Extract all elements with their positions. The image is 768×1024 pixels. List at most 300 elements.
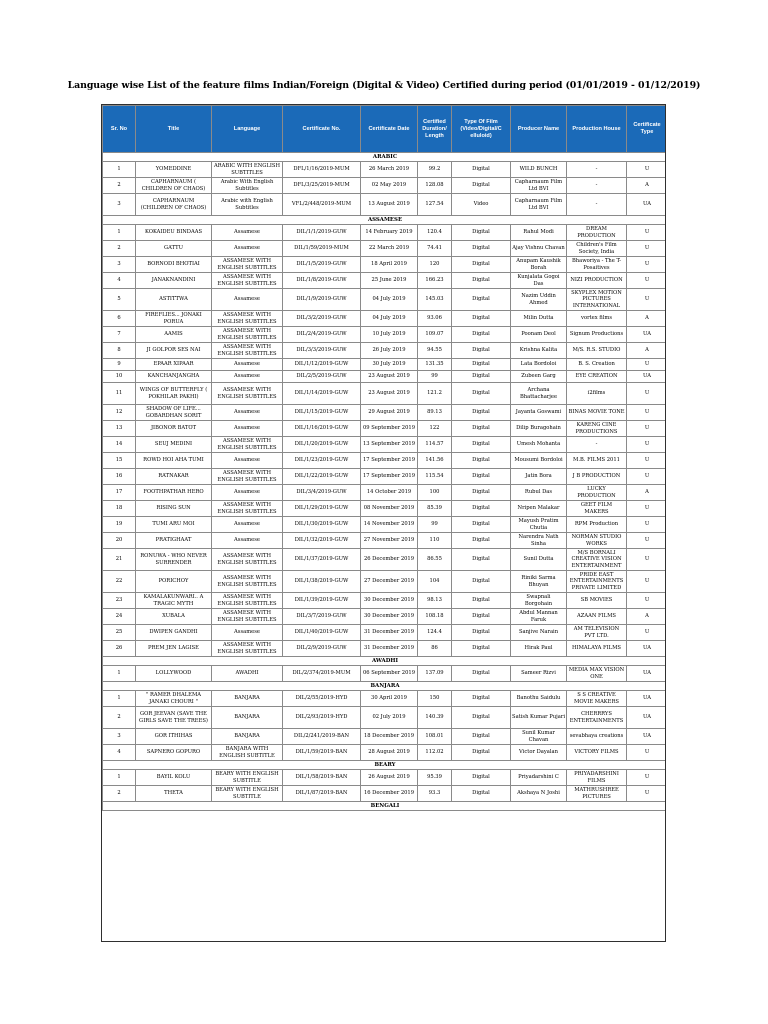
cell-title: RISING SUN <box>136 501 212 517</box>
table-row <box>103 786 667 802</box>
cell-certificate-type: U <box>627 501 667 517</box>
cell-certificate-no: DIL/1/22/2019-GUW <box>283 469 361 485</box>
cell-film-type: Digital <box>452 517 511 533</box>
cell-certificate-type: UA <box>627 371 667 383</box>
cell-sr-no: 14 <box>103 437 136 453</box>
cell-certificate-no: DIL/2/4/2019-GUW <box>283 327 361 343</box>
cell-certificate-date: 06 September 2019 <box>361 666 418 682</box>
cell-certificate-date: 22 March 2019 <box>361 241 418 257</box>
cell-certificate-no: DIL/1/29/2019-GUW <box>283 501 361 517</box>
cell-language: ASSAMESE WITH ENGLISH SUBTITLES <box>212 641 283 657</box>
cell-sr-no: 24 <box>103 609 136 625</box>
cell-producer: Rubul Das <box>511 485 567 501</box>
cell-title: XUBALA <box>136 609 212 625</box>
cell-sr-no: 1 <box>103 225 136 241</box>
cell-film-type: Digital <box>452 359 511 371</box>
cell-duration: 94.55 <box>418 343 452 359</box>
cell-language: Assamese <box>212 421 283 437</box>
section-label: BEARY <box>103 761 667 770</box>
cell-film-type: Digital <box>452 273 511 289</box>
cell-certificate-date: 26 August 2019 <box>361 770 418 786</box>
cell-duration: 85.39 <box>418 501 452 517</box>
cell-certificate-date: 31 December 2019 <box>361 625 418 641</box>
cell-language: Assamese <box>212 485 283 501</box>
table-row <box>103 691 667 707</box>
cell-producer: Priyadarshini C <box>511 770 567 786</box>
cell-certificate-no: DIL/1/87/2019-BAN <box>283 786 361 802</box>
cell-producer: Capharnaum Film Ltd BVI <box>511 178 567 194</box>
cell-title: FOOTHPATHAR HERO <box>136 485 212 501</box>
cell-film-type: Digital <box>452 533 511 549</box>
cell-producer: Sanjive Narain <box>511 625 567 641</box>
cell-certificate-type: UA <box>627 729 667 745</box>
cell-sr-no: 11 <box>103 383 136 405</box>
cell-certificate-date: 31 December 2019 <box>361 641 418 657</box>
cell-production-house: NORMAN STUDIO WORKS <box>567 533 627 549</box>
cell-certificate-no: DIL/1/15/2019-GUW <box>283 405 361 421</box>
cell-certificate-type: U <box>627 383 667 405</box>
cell-certificate-date: 08 November 2019 <box>361 501 418 517</box>
cell-certificate-no: DIL/1/5/2019-GUW <box>283 257 361 273</box>
cell-production-house: - <box>567 162 627 178</box>
cell-producer: Capharnaum Film Ltd BVI <box>511 194 567 216</box>
cell-duration: 166.23 <box>418 273 452 289</box>
col-producer: Producer Name <box>511 106 567 153</box>
cell-title: YOMEDDINE <box>136 162 212 178</box>
cell-title: TUMI ARU MOI <box>136 517 212 533</box>
cell-film-type: Digital <box>452 225 511 241</box>
cell-production-house: AM TELEVISION PVT LTD. <box>567 625 627 641</box>
cell-certificate-type: U <box>627 289 667 311</box>
cell-producer: Ajay Vishnu Chavan <box>511 241 567 257</box>
cell-certificate-no: DIL/1/38/2019-GUW <box>283 571 361 593</box>
table-row <box>103 343 667 359</box>
cell-producer: Lata Bordoloi <box>511 359 567 371</box>
cell-language: Assamese <box>212 359 283 371</box>
certification-table <box>102 105 666 811</box>
table-row <box>103 571 667 593</box>
cell-certificate-date: 23 August 2019 <box>361 371 418 383</box>
cell-title: ROWD HOI AHA TUMI <box>136 453 212 469</box>
cell-sr-no: 13 <box>103 421 136 437</box>
cell-certificate-type: U <box>627 533 667 549</box>
cell-producer: Nripen Malakar <box>511 501 567 517</box>
cell-language: ASSAMESE WITH ENGLISH SUBTITLES <box>212 593 283 609</box>
cell-certificate-date: 14 February 2019 <box>361 225 418 241</box>
cell-language: BEARY WITH ENGLISH SUBTITLE <box>212 770 283 786</box>
col-certificate-type: Certificate Type <box>627 106 667 153</box>
cell-language: ASSAMESE WITH ENGLISH SUBTITLES <box>212 469 283 485</box>
cell-producer: Abdul Mannan Faruk <box>511 609 567 625</box>
cell-sr-no: 20 <box>103 533 136 549</box>
cell-film-type: Digital <box>452 745 511 761</box>
cell-language: ARABIC WITH ENGLISH SUBTITLES <box>212 162 283 178</box>
cell-certificate-date: 13 September 2019 <box>361 437 418 453</box>
cell-film-type: Digital <box>452 707 511 729</box>
cell-certificate-no: VFL/2/448/2019-MUM <box>283 194 361 216</box>
cell-producer: Mayush Pratim Chutia <box>511 517 567 533</box>
cell-film-type: Digital <box>452 405 511 421</box>
table-row <box>103 609 667 625</box>
cell-duration: 86 <box>418 641 452 657</box>
cell-certificate-date: 17 September 2019 <box>361 469 418 485</box>
cell-duration: 93.06 <box>418 311 452 327</box>
cell-sr-no: 4 <box>103 745 136 761</box>
cell-duration: 95.39 <box>418 770 452 786</box>
cell-certificate-type: U <box>627 162 667 178</box>
cell-producer: Krishna Kalita <box>511 343 567 359</box>
cell-producer: Jatin Bora <box>511 469 567 485</box>
table-row <box>103 289 667 311</box>
table-row <box>103 383 667 405</box>
cell-certificate-no: DIL/3/7/2019-GUW <box>283 609 361 625</box>
cell-film-type: Digital <box>452 501 511 517</box>
cell-language: ASSAMESE WITH ENGLISH SUBTITLES <box>212 549 283 571</box>
cell-production-house: VICTORY FILMS <box>567 745 627 761</box>
cell-production-house: sevabhaya creations <box>567 729 627 745</box>
cell-film-type: Digital <box>452 453 511 469</box>
cell-certificate-type: U <box>627 517 667 533</box>
cell-language: BANJARA <box>212 707 283 729</box>
table-row <box>103 437 667 453</box>
cell-language: Assamese <box>212 289 283 311</box>
table-row <box>103 641 667 657</box>
cell-film-type: Digital <box>452 162 511 178</box>
cell-duration: 108.01 <box>418 729 452 745</box>
cell-certificate-date: 25 June 2019 <box>361 273 418 289</box>
cell-title: KOKAIDEU BINDAAS <box>136 225 212 241</box>
cell-production-house: vortex films <box>567 311 627 327</box>
section-header-row <box>103 682 667 691</box>
table-row <box>103 273 667 289</box>
cell-film-type: Digital <box>452 383 511 405</box>
cell-producer: Poonam Deol <box>511 327 567 343</box>
cell-language: Assamese <box>212 241 283 257</box>
cell-production-house: S S CREATIVE MOVIE MAKERS <box>567 691 627 707</box>
cell-production-house: BINAS MOVIE TONE <box>567 405 627 421</box>
cell-duration: 120 <box>418 257 452 273</box>
cell-language: Arabic With English Subtitles <box>212 178 283 194</box>
cell-certificate-no: DIL/1/37/2019-GUW <box>283 549 361 571</box>
cell-producer: Akshaya N Joshi <box>511 786 567 802</box>
cell-certificate-type: UA <box>627 666 667 682</box>
cell-certificate-no: DIL/1/58/2019-BAN <box>283 770 361 786</box>
cell-production-house: GEET FILM MAKERS <box>567 501 627 517</box>
cell-certificate-date: 26 March 2019 <box>361 162 418 178</box>
cell-certificate-type: A <box>627 311 667 327</box>
cell-language: ASSAMESE WITH ENGLISH SUBTITLES <box>212 383 283 405</box>
cell-duration: 120.4 <box>418 225 452 241</box>
cell-title: BORNODI BHOTIAI <box>136 257 212 273</box>
col-duration: Certified Duration/ Length <box>418 106 452 153</box>
table-row <box>103 194 667 216</box>
cell-producer: Victor Dayalan <box>511 745 567 761</box>
table-row <box>103 485 667 501</box>
cell-certificate-no: DIL/1/32/2019-GUW <box>283 533 361 549</box>
section-label: BENGALI <box>103 802 667 811</box>
cell-sr-no: 7 <box>103 327 136 343</box>
cell-duration: 150 <box>418 691 452 707</box>
cell-duration: 112.02 <box>418 745 452 761</box>
cell-certificate-no: DIL/3/3/2019-GUW <box>283 343 361 359</box>
cell-film-type: Digital <box>452 691 511 707</box>
cell-duration: 99.2 <box>418 162 452 178</box>
cell-film-type: Digital <box>452 609 511 625</box>
cell-certificate-no: DIL/1/30/2019-GUW <box>283 517 361 533</box>
cell-film-type: Digital <box>452 311 511 327</box>
cell-film-type: Digital <box>452 343 511 359</box>
cell-certificate-no: DIL/1/59/2019-BAN <box>283 745 361 761</box>
cell-title: GOR ITHIHAS <box>136 729 212 745</box>
cell-certificate-no: DIL/1/8/2019-GUW <box>283 273 361 289</box>
cell-sr-no: 10 <box>103 371 136 383</box>
cell-title: " RAMER DHALEMA JANAKI CHOURI " <box>136 691 212 707</box>
cell-production-house: - <box>567 194 627 216</box>
cell-language: Assamese <box>212 225 283 241</box>
cell-film-type: Digital <box>452 641 511 657</box>
cell-sr-no: 3 <box>103 729 136 745</box>
cell-duration: 127.54 <box>418 194 452 216</box>
cell-title: GOR JEEVAN (SAVE THE GIRLS SAVE THE TREES) <box>136 707 212 729</box>
section-label: ARABIC <box>103 153 667 162</box>
cell-producer: Narendra Nath Sinha <box>511 533 567 549</box>
cell-certificate-date: 27 November 2019 <box>361 533 418 549</box>
cell-language: ASSAMESE WITH ENGLISH SUBTITLES <box>212 257 283 273</box>
cell-sr-no: 12 <box>103 405 136 421</box>
cell-duration: 145.03 <box>418 289 452 311</box>
cell-film-type: Digital <box>452 241 511 257</box>
cell-title: KANCHANJANGHA <box>136 371 212 383</box>
cell-duration: 109.07 <box>418 327 452 343</box>
cell-film-type: Video <box>452 194 511 216</box>
table-row <box>103 469 667 485</box>
section-label: AWADHI <box>103 657 667 666</box>
cell-film-type: Digital <box>452 289 511 311</box>
cell-sr-no: 1 <box>103 770 136 786</box>
cell-language: Assamese <box>212 517 283 533</box>
cell-certificate-type: U <box>627 770 667 786</box>
cell-certificate-no: DIL/3/2/2019-GUW <box>283 311 361 327</box>
cell-production-house: DREAM PRODUCTION <box>567 225 627 241</box>
cell-production-house: Signum Productions <box>567 327 627 343</box>
table-header <box>103 106 667 153</box>
cell-certificate-type: U <box>627 421 667 437</box>
cell-duration: 131.35 <box>418 359 452 371</box>
cell-language: BANJARA <box>212 729 283 745</box>
cell-film-type: Digital <box>452 729 511 745</box>
cell-production-house: AZAAN FILMS <box>567 609 627 625</box>
cell-sr-no: 3 <box>103 257 136 273</box>
cell-certificate-date: 27 December 2019 <box>361 571 418 593</box>
cell-certificate-type: UA <box>627 707 667 729</box>
cell-language: ASSAMESE WITH ENGLISH SUBTITLES <box>212 501 283 517</box>
cell-title: LOLLYWOOD <box>136 666 212 682</box>
cell-certificate-date: 29 August 2019 <box>361 405 418 421</box>
cell-language: ASSAMESE WITH ENGLISH SUBTITLES <box>212 311 283 327</box>
cell-title: PRATIGHAAT <box>136 533 212 549</box>
cell-sr-no: 2 <box>103 241 136 257</box>
cell-production-house: - <box>567 437 627 453</box>
cell-producer: Swapnali Borgohain <box>511 593 567 609</box>
cell-title: EPAAR XIPAAR <box>136 359 212 371</box>
cell-producer: WILD BUNCH <box>511 162 567 178</box>
cell-producer: Zubeen Garg <box>511 371 567 383</box>
cell-film-type: Digital <box>452 593 511 609</box>
cell-sr-no: 25 <box>103 625 136 641</box>
cell-production-house: PRIYADARSHINI FILMS <box>567 770 627 786</box>
cell-title: SAPNERO GOPURO <box>136 745 212 761</box>
cell-certificate-type: U <box>627 241 667 257</box>
header-row <box>103 106 667 153</box>
cell-certificate-type: A <box>627 485 667 501</box>
cell-producer: Jayanta Goswami <box>511 405 567 421</box>
table-row <box>103 770 667 786</box>
cell-producer: Archana Bhattacharjee <box>511 383 567 405</box>
cell-duration: 114.57 <box>418 437 452 453</box>
section-header-row <box>103 802 667 811</box>
cell-duration: 137.09 <box>418 666 452 682</box>
cell-sr-no: 4 <box>103 273 136 289</box>
cell-language: Assamese <box>212 405 283 421</box>
cell-production-house: MATHRUSHREE PICTURES <box>567 786 627 802</box>
cell-certificate-type: U <box>627 437 667 453</box>
cell-certificate-date: 10 July 2019 <box>361 327 418 343</box>
col-certificate-no: Certificate No. <box>283 106 361 153</box>
cell-producer: Riniki Sarma Bhuyan <box>511 571 567 593</box>
cell-production-house: J B PRODUCTION <box>567 469 627 485</box>
cell-duration: 99 <box>418 371 452 383</box>
cell-duration: 86.55 <box>418 549 452 571</box>
cell-producer: Rahul Modi <box>511 225 567 241</box>
cell-film-type: Digital <box>452 770 511 786</box>
cell-production-house: M.B. FILMS 2011 <box>567 453 627 469</box>
cell-certificate-type: U <box>627 405 667 421</box>
cell-sr-no: 21 <box>103 549 136 571</box>
cell-film-type: Digital <box>452 485 511 501</box>
table-row <box>103 501 667 517</box>
cell-film-type: Digital <box>452 437 511 453</box>
cell-certificate-no: DIL/2/9/2019-GUW <box>283 641 361 657</box>
cell-producer: Anupam Kaushik Borah <box>511 257 567 273</box>
table-row <box>103 359 667 371</box>
cell-language: Assamese <box>212 625 283 641</box>
cell-certificate-type: A <box>627 609 667 625</box>
cell-production-house: B. S. Creation <box>567 359 627 371</box>
cell-certificate-no: DIL/2/93/2019-HYD <box>283 707 361 729</box>
cell-sr-no: 3 <box>103 194 136 216</box>
cell-certificate-no: DIL/2/5/2019-GUW <box>283 371 361 383</box>
cell-title: RATNAKAR <box>136 469 212 485</box>
cell-producer: Sameer Rizvi <box>511 666 567 682</box>
cell-title: SEUJ MEDINI <box>136 437 212 453</box>
cell-title: CAPHARNAUM (CHILDREN OF CHAOS) <box>136 194 212 216</box>
cell-film-type: Digital <box>452 257 511 273</box>
cell-film-type: Digital <box>452 571 511 593</box>
cell-production-house: SKYPLEX MOTION PICTURES INTERNATIONAL <box>567 289 627 311</box>
cell-production-house: M/S. R.S. STUDIO <box>567 343 627 359</box>
cell-production-house: i2films <box>567 383 627 405</box>
cell-language: Arabic with English Subtitles <box>212 194 283 216</box>
section-label: BANJARA <box>103 682 667 691</box>
cell-duration: 110 <box>418 533 452 549</box>
cell-duration: 140.39 <box>418 707 452 729</box>
cell-title: SHADOW OF LIFE... GOBARDHAN SORIT <box>136 405 212 421</box>
cell-certificate-no: DIL/2/241/2019-BAN <box>283 729 361 745</box>
cell-certificate-type: U <box>627 745 667 761</box>
cell-duration: 115.54 <box>418 469 452 485</box>
cell-certificate-no: DIL/1/40/2019-GUW <box>283 625 361 641</box>
table-row <box>103 549 667 571</box>
cell-sr-no: 26 <box>103 641 136 657</box>
cell-certificate-no: DIL/1/9/2019-GUW <box>283 289 361 311</box>
cell-certificate-type: U <box>627 359 667 371</box>
cell-title: THETA <box>136 786 212 802</box>
cell-film-type: Digital <box>452 549 511 571</box>
cell-sr-no: 2 <box>103 178 136 194</box>
cell-title: ASTITTWA <box>136 289 212 311</box>
cell-title: JANAKNANDINI <box>136 273 212 289</box>
cell-producer: Hirak Paul <box>511 641 567 657</box>
cell-certificate-date: 02 July 2019 <box>361 707 418 729</box>
cell-producer: Milin Dutta <box>511 311 567 327</box>
cell-certificate-date: 26 December 2019 <box>361 549 418 571</box>
cell-certificate-no: DIL/1/1/2019-GUW <box>283 225 361 241</box>
cell-certificate-type: A <box>627 343 667 359</box>
cell-sr-no: 23 <box>103 593 136 609</box>
cell-title: AAMIS <box>136 327 212 343</box>
cell-production-house: SB MOVIES <box>567 593 627 609</box>
cell-certificate-type: UA <box>627 327 667 343</box>
table-row <box>103 729 667 745</box>
cell-sr-no: 1 <box>103 666 136 682</box>
cell-language: ASSAMESE WITH ENGLISH SUBTITLES <box>212 327 283 343</box>
table-row <box>103 453 667 469</box>
cell-language: Assamese <box>212 453 283 469</box>
table-body <box>103 153 667 811</box>
col-title: Title <box>136 106 212 153</box>
cell-title: CAPHARNAUM ( CHILDREN OF CHAOS) <box>136 178 212 194</box>
cell-certificate-type: U <box>627 571 667 593</box>
cell-production-house: Children's Film Society, India <box>567 241 627 257</box>
certification-table-container <box>101 104 666 942</box>
cell-certificate-date: 13 August 2019 <box>361 194 418 216</box>
cell-certificate-type: U <box>627 453 667 469</box>
cell-duration: 122 <box>418 421 452 437</box>
cell-certificate-no: DIL/1/23/2019-GUW <box>283 453 361 469</box>
cell-production-house: LUCKY PRODUCTION <box>567 485 627 501</box>
cell-certificate-date: 18 December 2019 <box>361 729 418 745</box>
cell-sr-no: 8 <box>103 343 136 359</box>
cell-duration: 121.2 <box>418 383 452 405</box>
cell-production-house: HIMALAYA FILMS <box>567 641 627 657</box>
cell-duration: 89.13 <box>418 405 452 421</box>
cell-language: ASSAMESE WITH ENGLISH SUBTITLES <box>212 343 283 359</box>
cell-film-type: Digital <box>452 421 511 437</box>
table-row <box>103 178 667 194</box>
cell-certificate-type: UA <box>627 194 667 216</box>
cell-certificate-type: U <box>627 625 667 641</box>
cell-title: JI GOLPOR SES NAI <box>136 343 212 359</box>
cell-language: Assamese <box>212 371 283 383</box>
cell-producer: Dilip Buragohain <box>511 421 567 437</box>
col-production-house: Production House <box>567 106 627 153</box>
cell-certificate-date: 30 July 2019 <box>361 359 418 371</box>
col-language: Language <box>212 106 283 153</box>
cell-certificate-date: 04 July 2019 <box>361 311 418 327</box>
cell-title: FIREFLIES... JONAKI PORUA <box>136 311 212 327</box>
cell-title: WINGS OF BUTTERFLY ( POKHILAR PAKHI) <box>136 383 212 405</box>
cell-producer: Sunil Dutta <box>511 549 567 571</box>
